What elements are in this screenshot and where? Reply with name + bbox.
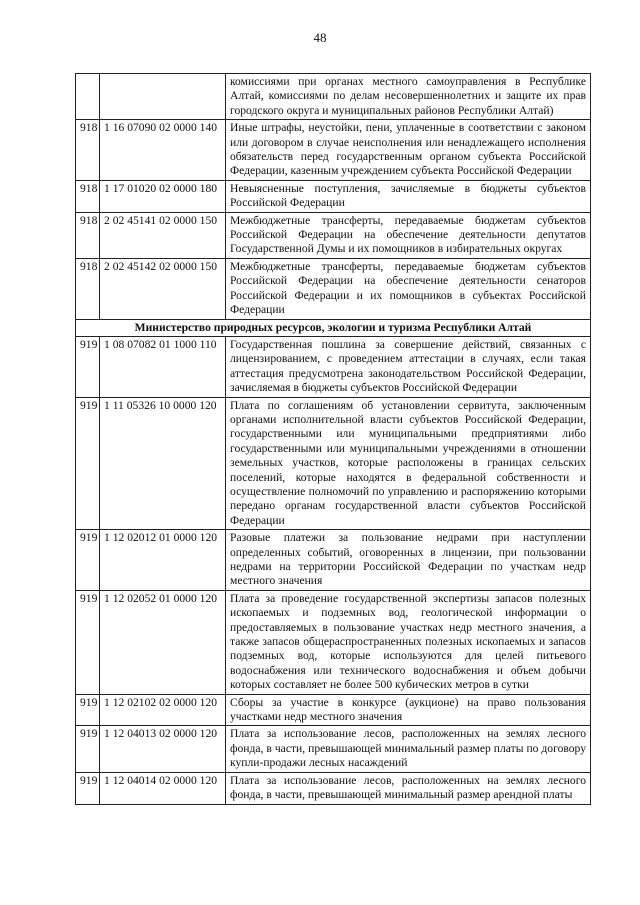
- table-row: [76, 590, 591, 694]
- revenue-name-cell: Плата за использование лесов, расположенных на землях лесного фонда, в части, превышающей минимальный размер арендной платы: [226, 772, 591, 804]
- budget-code-cell: 1 12 02012 01 0000 120: [100, 530, 226, 591]
- budget-code-cell: 2 02 45142 02 0000 150: [100, 258, 226, 319]
- revenue-name-cell: комиссиями при органах местного самоуправления в Республике Алтай, комиссиями по делам несовершеннолетних и защите их прав городского округа и муниципальных районов Республики Алтай): [226, 74, 591, 120]
- admin-code-cell: 919: [76, 336, 100, 397]
- revenue-name-cell: Государственная пошлина за совершение действий, связанных с лицензированием, с проведением аттестации в случаях, если такая аттестация предусмотрена законодательством Российской Федерации, зачисляемая в бюджеты субъектов Российской Федерации: [226, 336, 591, 397]
- budget-code-cell: 2 02 45141 02 0000 150: [100, 212, 226, 258]
- table-row: [76, 120, 591, 181]
- budget-code-cell: 1 12 04014 02 0000 120: [100, 772, 226, 804]
- revenue-name-cell: Плата за использование лесов, расположенных на землях лесного фонда, в части, превышающей минимальный размер платы по договору купли-продажи лесных насаждений: [226, 726, 591, 772]
- budget-code-cell: [100, 74, 226, 120]
- budget-code-cell: 1 12 02052 01 0000 120: [100, 590, 226, 694]
- revenue-name-cell: Межбюджетные трансферты, передаваемые бюджетам субъектов Российской Федерации на обеспечение деятельности сенаторов Российской Федерации и их помощников в субъектах Российской Федерации: [226, 258, 591, 319]
- revenue-name-cell: Плата по соглашениям об установлении сервитута, заключенным органами исполнительной власти субъектов Российской Федерации, государственными или муниципальными предприятиями либо государственными или муниципальными учреждениями в отношении земельных участков, которые расположены в границах сельских поселений, которые находятся в федеральной собственности и осуществление полномочий по управлению и распоряжению которыми передано органам государственной власти субъектов Российской Федерации: [226, 397, 591, 530]
- table-row: [76, 772, 591, 804]
- admin-code-cell: 919: [76, 726, 100, 772]
- table-row: [76, 530, 591, 591]
- admin-code-cell: 919: [76, 772, 100, 804]
- budget-code-cell: 1 11 05326 10 0000 120: [100, 397, 226, 530]
- admin-code-cell: [76, 74, 100, 120]
- table-row: [76, 694, 591, 726]
- budget-code-cell: 1 12 04013 02 0000 120: [100, 726, 226, 772]
- admin-code-cell: 918: [76, 212, 100, 258]
- section-heading: Министерство природных ресурсов, экологии и туризма Республики Алтай: [76, 319, 591, 336]
- admin-code-cell: 918: [76, 180, 100, 212]
- section-heading-row: [76, 319, 591, 336]
- admin-code-cell: 918: [76, 258, 100, 319]
- revenue-name-cell: Разовые платежи за пользование недрами при наступлении определенных событий, оговоренных в лицензии, при пользовании недрами на территории Российской Федерации по участкам недр местного значения: [226, 530, 591, 591]
- table-row: [76, 726, 591, 772]
- budget-code-cell: 1 08 07082 01 1000 110: [100, 336, 226, 397]
- table-row: [76, 397, 591, 530]
- table-row: [76, 74, 591, 120]
- revenue-name-cell: Межбюджетные трансферты, передаваемые бюджетам субъектов Российской Федерации на обеспечение деятельности депутатов Государственной Думы и их помощников в избирательных округах: [226, 212, 591, 258]
- table-row: [76, 212, 591, 258]
- revenue-name-cell: Иные штрафы, неустойки, пени, уплаченные в соответствии с законом или договором в случае неисполнения или ненадлежащего исполнения обязательств перед государственным органом субъекта Российской Федерации, казенным учреждением субъекта Российской Федерации: [226, 120, 591, 181]
- revenue-name-cell: Плата за проведение государственной экспертизы запасов полезных ископаемых и подземных вод, геологической информации о предоставляемых в пользование участках недр местного значения, а также запасов общераспространенных полезных ископаемых и запасов подземных вод, которые используются для целей питьевого водоснабжения или технического водоснабжения и объем добычи которых составляет не более 500 кубических метров в сутки: [226, 590, 591, 694]
- table-row: [76, 336, 591, 397]
- revenue-classification-table: [75, 73, 591, 805]
- table-row: [76, 180, 591, 212]
- admin-code-cell: 919: [76, 694, 100, 726]
- admin-code-cell: 919: [76, 530, 100, 591]
- table-row: [76, 258, 591, 319]
- admin-code-cell: 918: [76, 120, 100, 181]
- admin-code-cell: 919: [76, 397, 100, 530]
- budget-code-cell: 1 12 02102 02 0000 120: [100, 694, 226, 726]
- page-number: 48: [313, 30, 327, 45]
- admin-code-cell: 919: [76, 590, 100, 694]
- budget-code-cell: 1 16 07090 02 0000 140: [100, 120, 226, 181]
- budget-code-cell: 1 17 01020 02 0000 180: [100, 180, 226, 212]
- revenue-name-cell: Сборы за участие в конкурсе (аукционе) на право пользования участками недр местного значения: [226, 694, 591, 726]
- revenue-name-cell: Невыясненные поступления, зачисляемые в бюджеты субъектов Российской Федерации: [226, 180, 591, 212]
